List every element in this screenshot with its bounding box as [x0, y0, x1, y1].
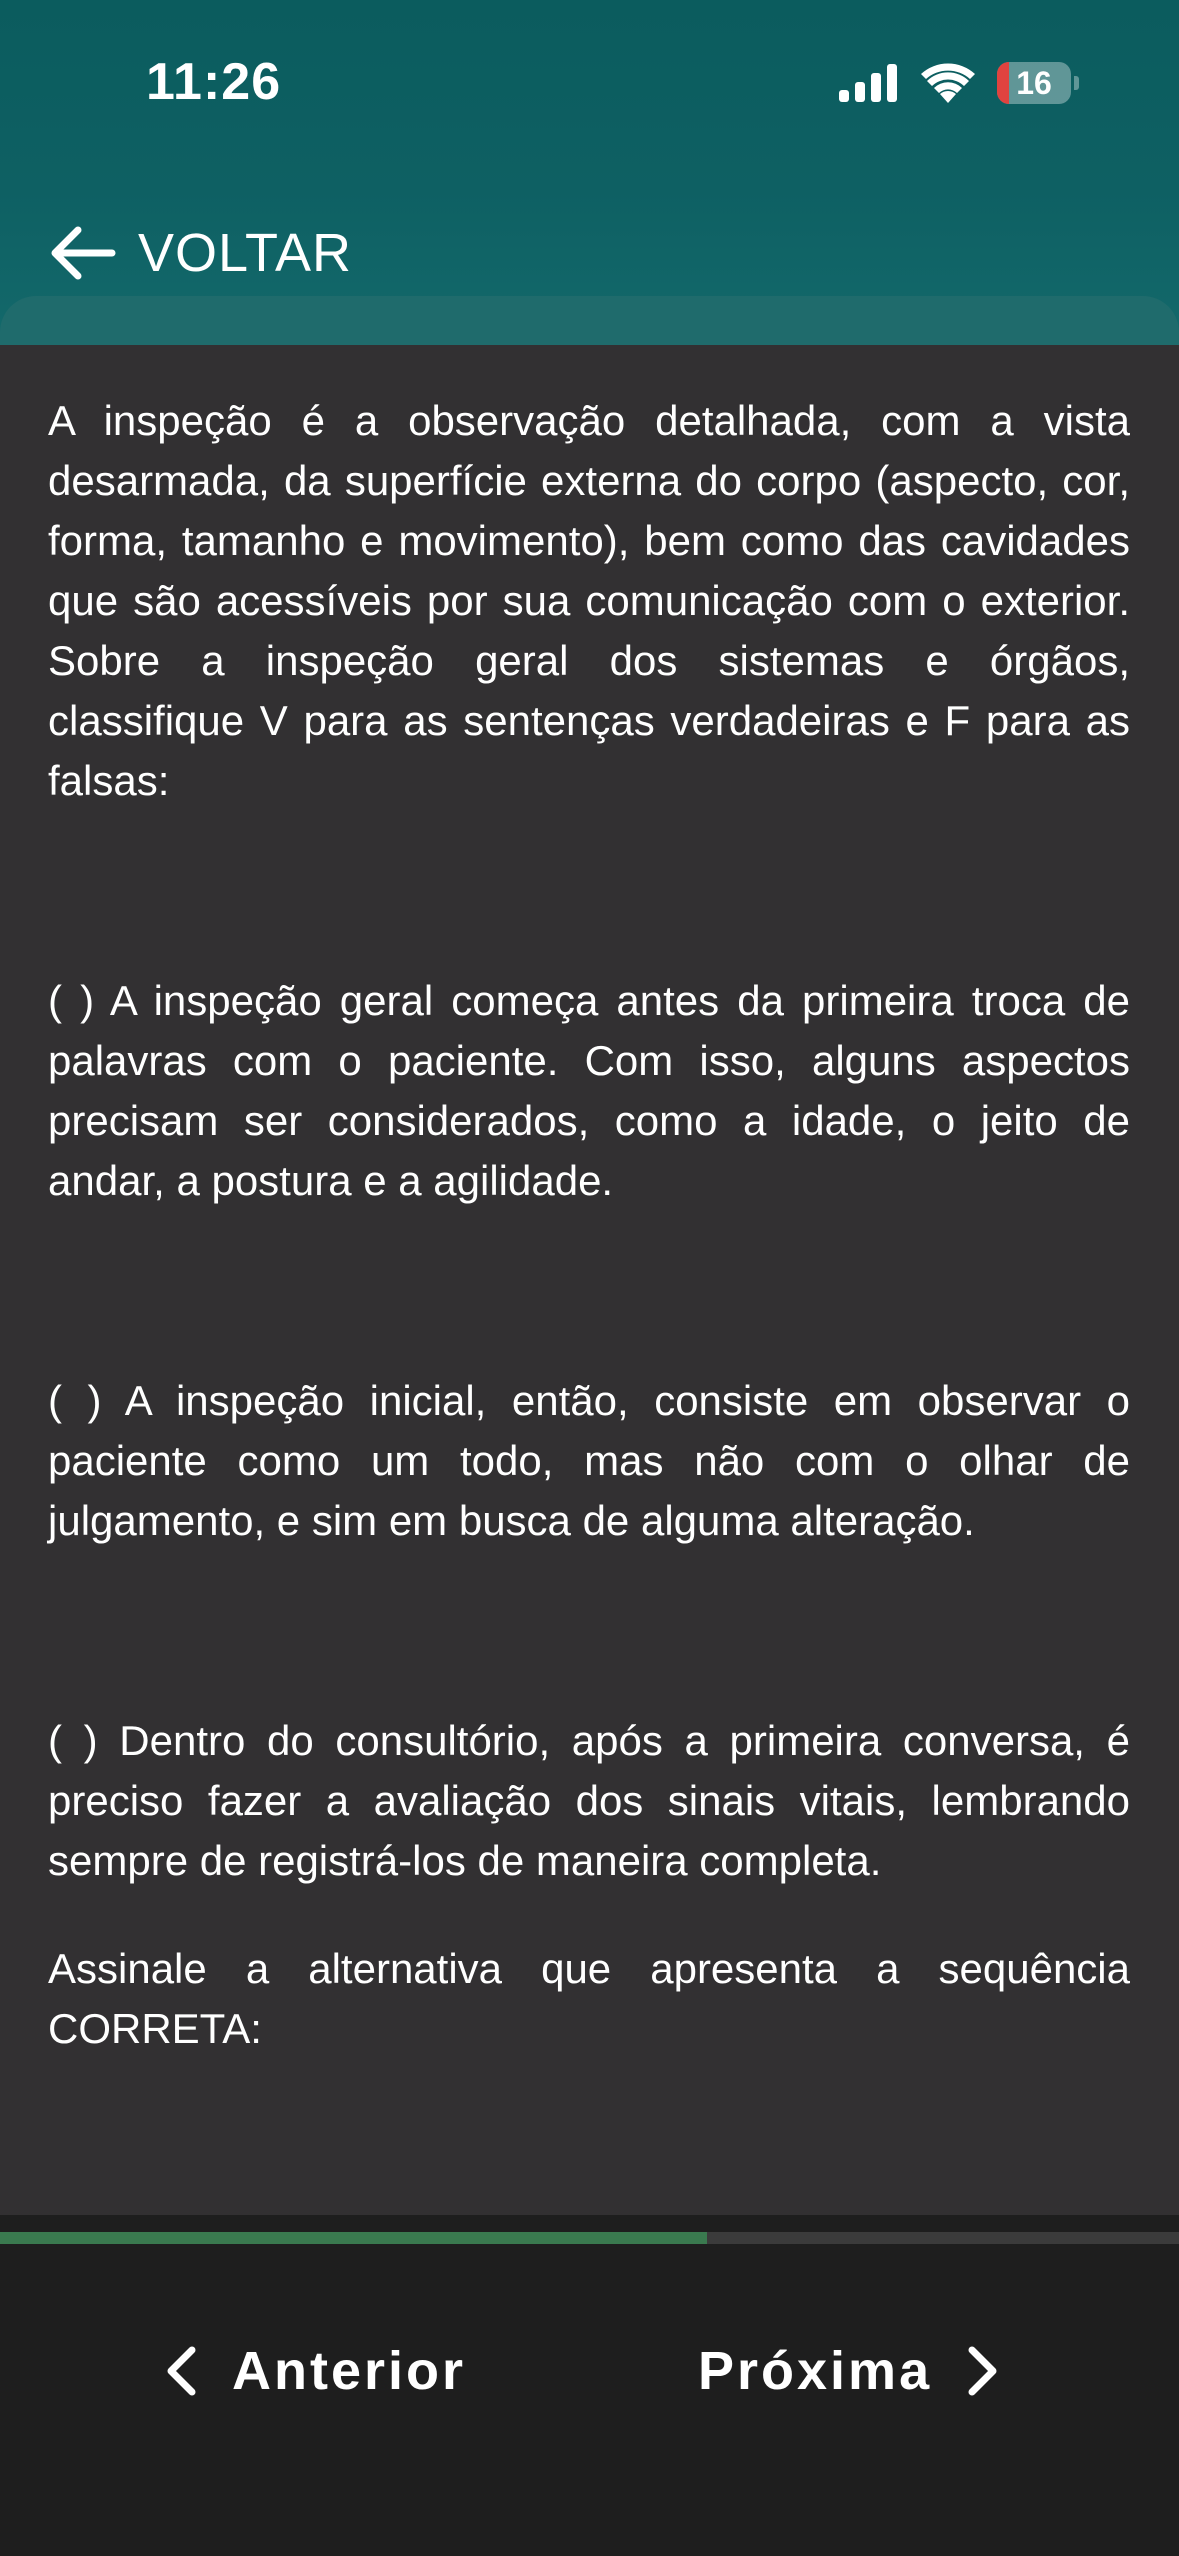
- arrow-left-icon: [48, 223, 118, 283]
- chevron-right-icon: [966, 2345, 1000, 2397]
- status-time: 11:26: [146, 53, 282, 111]
- signal-icon: [839, 64, 899, 102]
- question-card: [0, 345, 1179, 2215]
- battery-level-fill: [997, 62, 1009, 104]
- back-label: VOLTAR: [138, 223, 353, 283]
- statement-3: ( ) Dentro do consultório, após a primeira conversa, é preciso fazer a avaliação dos sinais vitais, lembrando sempre de registrá-los de maneira completa.: [48, 1717, 1130, 1884]
- question-prompt: Assinale a alternativa que apresenta a sequência CORRETA:: [48, 1945, 1130, 2052]
- battery-level: 16: [1016, 64, 1052, 101]
- header: [0, 0, 1179, 345]
- back-button[interactable]: [48, 222, 352, 284]
- battery-tip: [1074, 76, 1079, 90]
- chevron-left-icon: [164, 2345, 198, 2397]
- next-button[interactable]: [698, 2340, 1000, 2402]
- question-intro: A inspeção é a observação detalhada, com a vista desarmada, da superfície externa do corpo (aspecto, cor, forma, tamanho e movimento), bem como das cavidades que são acessíveis por sua comunicação com o exterior. Sobre a inspeção geral dos sistemas e órgãos, classifique V para as sentenças verdadeiras e F para as falsas:: [48, 397, 1130, 804]
- wifi-icon: [921, 63, 975, 103]
- progress-fill: [0, 2232, 707, 2244]
- bottom-navigation: [0, 2244, 1179, 2556]
- previous-button[interactable]: [164, 2340, 466, 2402]
- question-text: [48, 391, 1130, 2059]
- next-label: Próxima: [698, 2341, 933, 2401]
- statement-2: ( ) A inspeção inicial, então, consiste em observar o paciente como um todo, mas não com o olhar de julgamento, e sim em busca de alguma alteração.: [48, 1377, 1130, 1544]
- status-icons: [839, 62, 1079, 104]
- statement-1: ( ) A inspeção geral começa antes da primeira troca de palavras com o paciente. Com isso, alguns aspectos precisam ser considerados, como a idade, o jeito de andar, a postura e a agilidade.: [48, 977, 1130, 1204]
- previous-label: Anterior: [232, 2341, 467, 2401]
- battery-icon: [997, 62, 1071, 104]
- progress-bar: [0, 2232, 1179, 2244]
